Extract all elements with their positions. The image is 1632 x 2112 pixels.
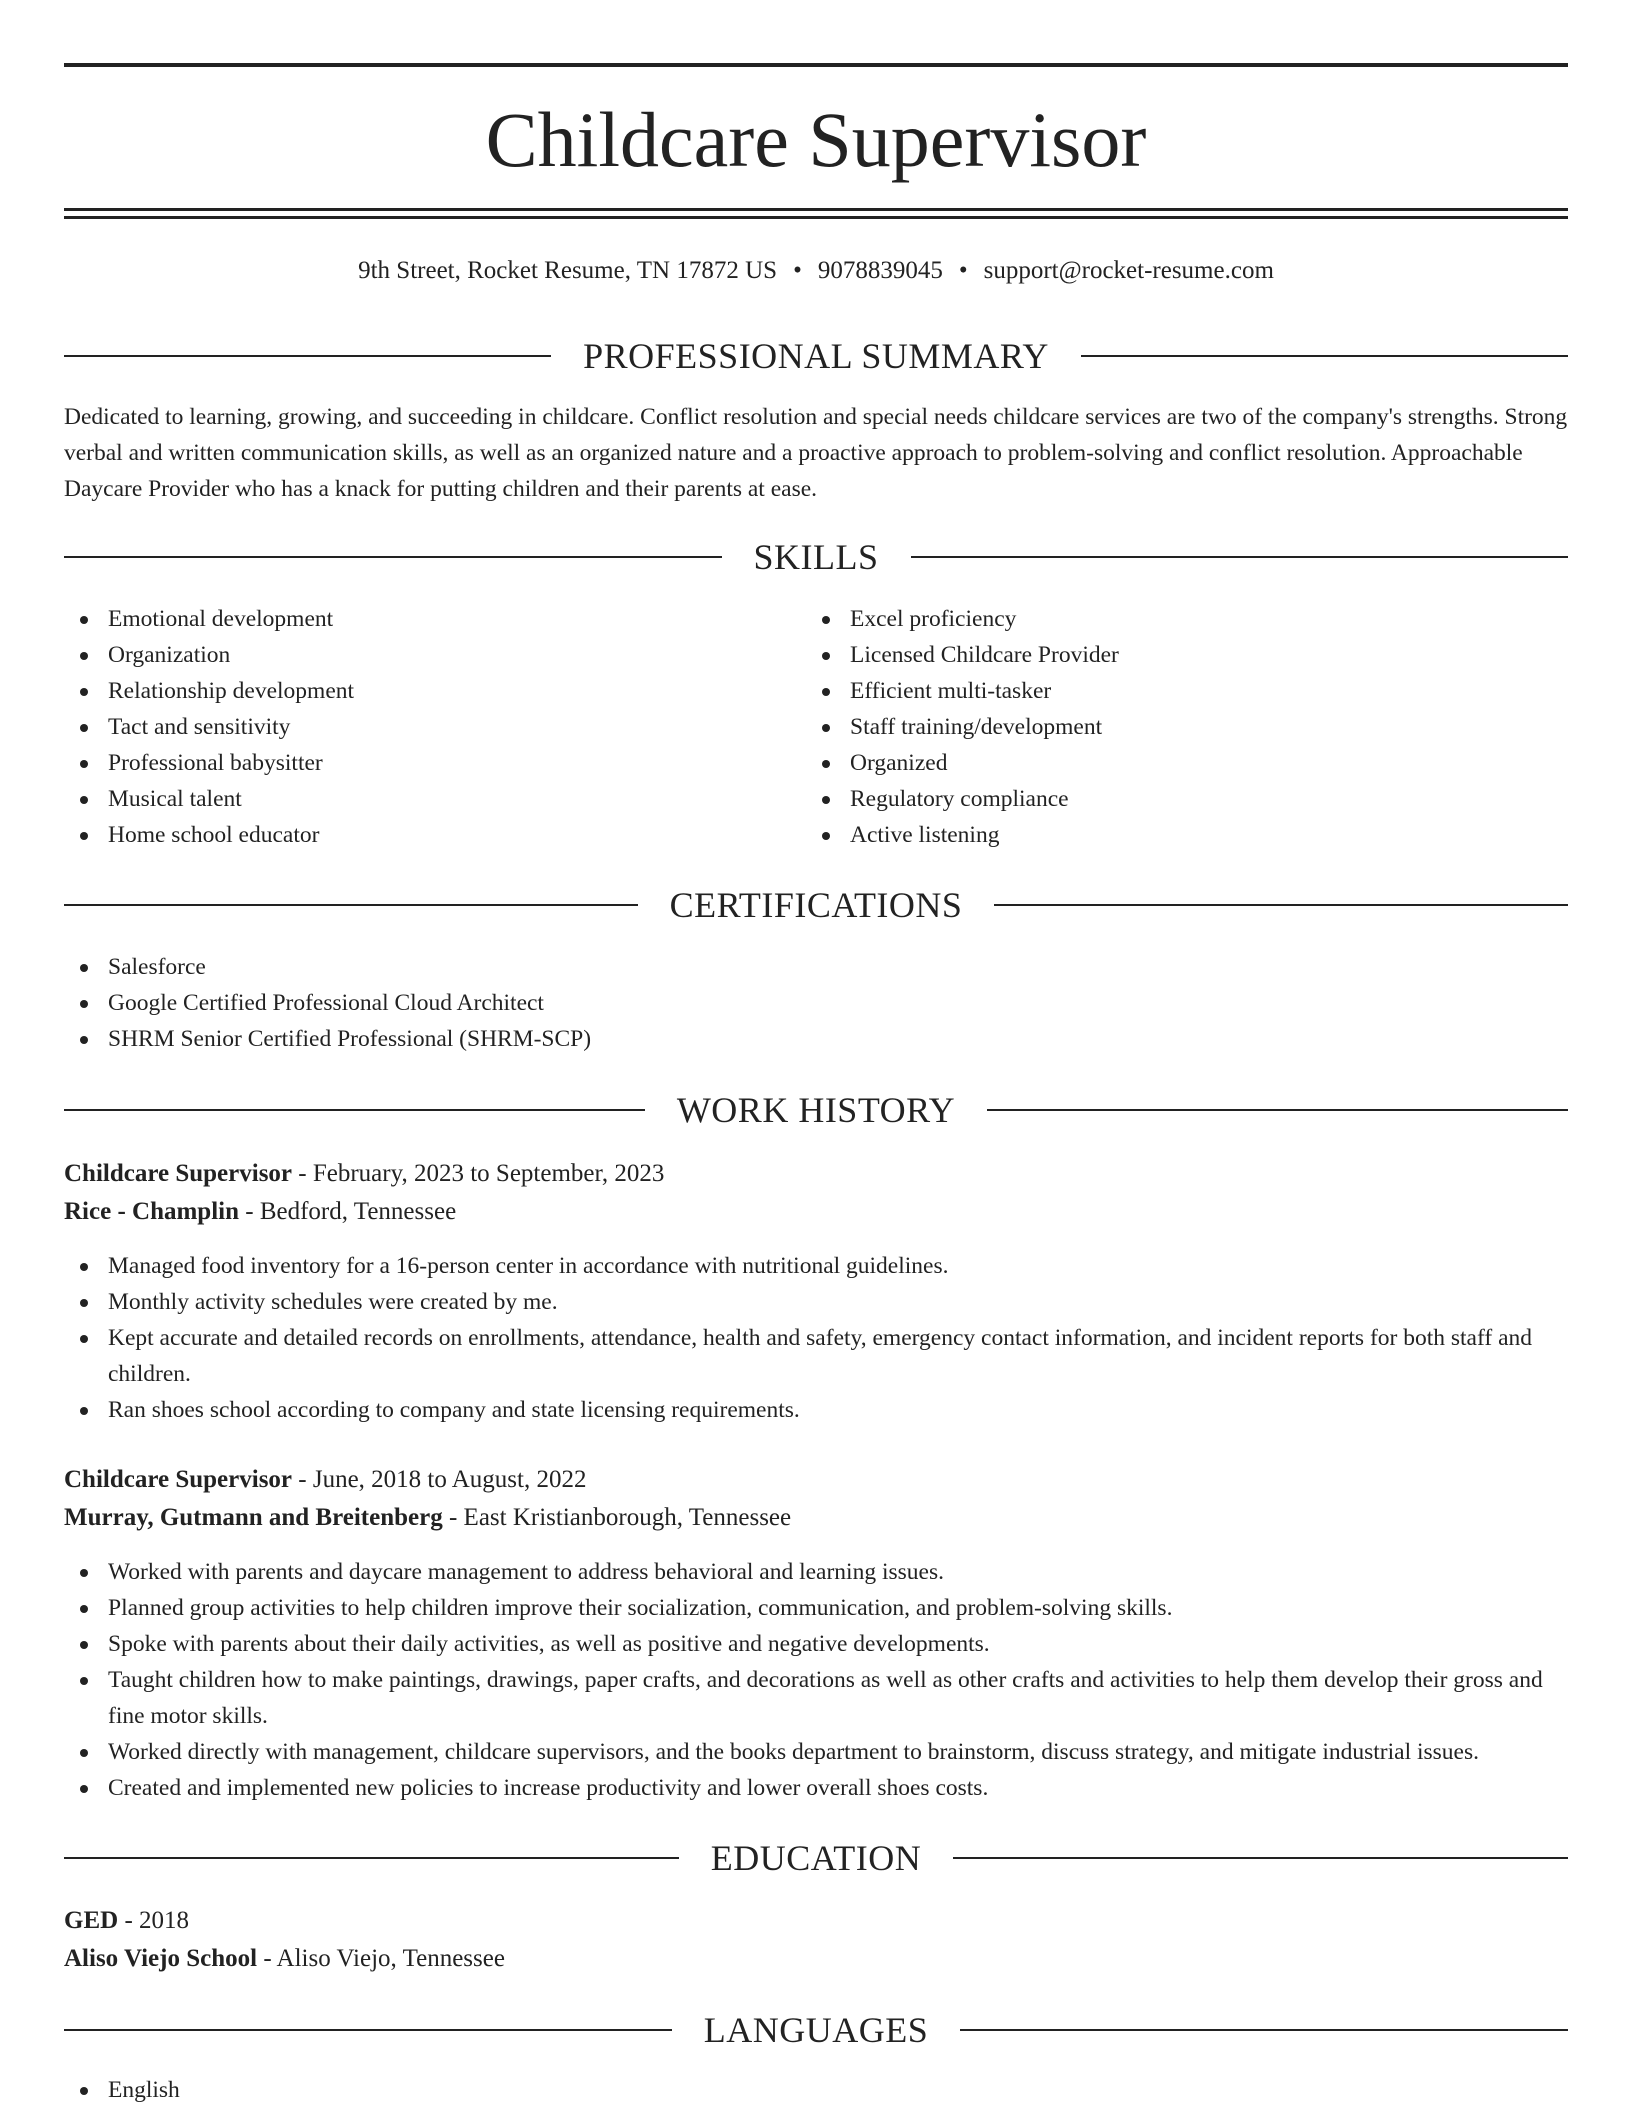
heading-rule-left bbox=[64, 355, 551, 357]
language-item: English bbox=[64, 2072, 1568, 2108]
job-bullet: Worked with parents and daycare management to address behavioral and learning issues. bbox=[64, 1554, 1568, 1590]
summary-text: Dedicated to learning, growing, and succeeding in childcare. Conflict resolution and special needs childcare services are two of the company's strengths. Strong verbal and written communication skills, as well as an organized nature and a proactive approach to problem-solving and conflict resolution. Approachable Daycare Provider who has a knack for putting children and their parents at ease. bbox=[64, 404, 1568, 502]
skill-item: Relationship development bbox=[64, 673, 804, 709]
contact-phone[interactable]: 9078839045 bbox=[817, 257, 943, 284]
skills-list-left bbox=[64, 601, 804, 853]
heading-rule-right bbox=[911, 556, 1569, 558]
heading-rule-left bbox=[64, 904, 638, 906]
skill-item: Efficient multi-tasker bbox=[806, 673, 1546, 709]
job-company-line bbox=[64, 1193, 1568, 1231]
languages-heading bbox=[64, 2008, 1568, 2052]
skill-item: Organization bbox=[64, 637, 804, 673]
education-heading-label: EDUCATION bbox=[710, 1838, 922, 1878]
work-heading bbox=[64, 1088, 1568, 1132]
heading-rule-left bbox=[64, 556, 722, 558]
education-school: Aliso Viejo School bbox=[64, 1945, 258, 1972]
summary-heading-label: PROFESSIONAL SUMMARY bbox=[583, 336, 1049, 376]
job-bullet: Spoke with parents about their daily activities, as well as positive and negative developments. bbox=[64, 1626, 1568, 1662]
heading-rule-right bbox=[953, 1857, 1568, 1859]
education-location: - Aliso Viejo, Tennessee bbox=[257, 1945, 505, 1972]
certifications-heading-label: CERTIFICATIONS bbox=[669, 885, 963, 925]
job-bullets bbox=[64, 1248, 1568, 1428]
header-rule-lower bbox=[64, 216, 1568, 219]
skill-item: Emotional development bbox=[64, 601, 804, 637]
skill-item: Excel proficiency bbox=[806, 601, 1546, 637]
education-school-line bbox=[64, 1940, 1568, 1978]
contact-address: 9th Street, Rocket Resume, TN 17872 US bbox=[358, 257, 778, 284]
certifications-list bbox=[64, 949, 1568, 1057]
skill-item: Professional babysitter bbox=[64, 745, 804, 781]
skill-item: Home school educator bbox=[64, 817, 804, 853]
contact-separator: • bbox=[958, 257, 968, 284]
page-title: Childcare Supervisor bbox=[485, 96, 1147, 183]
job-bullet: Worked directly with management, childcare supervisors, and the books department to brainstorm, discuss strategy, and mitigate industrial issues. bbox=[64, 1734, 1568, 1770]
job-location: - East Kristianborough, Tennessee bbox=[442, 1504, 792, 1531]
header-top-rule bbox=[64, 63, 1568, 67]
job-bullet: Managed food inventory for a 16-person center in accordance with nutritional guidelines. bbox=[64, 1248, 1568, 1284]
job-bullet: Taught children how to make paintings, drawings, paper crafts, and decorations as well as other crafts and activities to help them develop their gross and fine motor skills. bbox=[64, 1662, 1568, 1734]
education-heading bbox=[64, 1836, 1568, 1880]
certifications-heading bbox=[64, 883, 1568, 927]
heading-rule-right bbox=[960, 2029, 1568, 2031]
certification-item: SHRM Senior Certified Professional (SHRM-SCP) bbox=[64, 1021, 1568, 1057]
certification-item: Google Certified Professional Cloud Architect bbox=[64, 985, 1568, 1021]
job-bullet: Created and implemented new policies to increase productivity and lower overall shoes costs. bbox=[64, 1770, 1568, 1806]
skill-item: Staff training/development bbox=[806, 709, 1546, 745]
education-degree-line bbox=[64, 1902, 1568, 1940]
job-title: Childcare Supervisor bbox=[64, 1160, 293, 1187]
job-bullet: Monthly activity schedules were created by me. bbox=[64, 1284, 1568, 1320]
skill-item: Tact and sensitivity bbox=[64, 709, 804, 745]
contact-email[interactable]: support@rocket-resume.com bbox=[983, 257, 1274, 284]
job-company-line bbox=[64, 1499, 1568, 1537]
certification-item: Salesforce bbox=[64, 949, 1568, 985]
languages-list bbox=[64, 2072, 1568, 2108]
skill-item: Organized bbox=[806, 745, 1546, 781]
skills-heading bbox=[64, 535, 1568, 579]
education-year: - 2018 bbox=[118, 1907, 190, 1934]
work-heading-label: WORK HISTORY bbox=[676, 1090, 956, 1130]
education-degree: GED bbox=[64, 1907, 119, 1934]
heading-rule-left bbox=[64, 2029, 672, 2031]
heading-rule-right bbox=[987, 1109, 1568, 1111]
skills-heading-label: SKILLS bbox=[753, 537, 879, 577]
job-bullet: Ran shoes school according to company and state licensing requirements. bbox=[64, 1392, 1568, 1428]
languages-heading-label: LANGUAGES bbox=[703, 2010, 929, 2050]
job-bullet: Kept accurate and detailed records on enrollments, attendance, health and safety, emergency contact information, and incident reports for both staff and children. bbox=[64, 1320, 1568, 1392]
skill-item: Musical talent bbox=[64, 781, 804, 817]
summary-heading bbox=[64, 334, 1568, 378]
contact-line bbox=[64, 253, 1568, 289]
job-title-line bbox=[64, 1461, 1568, 1499]
skill-item: Regulatory compliance bbox=[806, 781, 1546, 817]
job-bullet: Planned group activities to help children improve their socialization, communication, and problem-solving skills. bbox=[64, 1590, 1568, 1626]
skill-item: Licensed Childcare Provider bbox=[806, 637, 1546, 673]
heading-rule-right bbox=[1081, 355, 1568, 357]
contact-separator: • bbox=[793, 257, 802, 284]
skill-item: Active listening bbox=[806, 817, 1546, 853]
job-company: Rice - Champlin bbox=[64, 1198, 239, 1225]
job-dates: - February, 2023 to September, 2023 bbox=[292, 1160, 665, 1187]
job-title-line bbox=[64, 1155, 1568, 1193]
job-title: Childcare Supervisor bbox=[64, 1466, 293, 1493]
heading-rule-left bbox=[64, 1109, 645, 1111]
job-dates: - June, 2018 to August, 2022 bbox=[292, 1466, 587, 1493]
heading-rule-left bbox=[64, 1857, 679, 1859]
job-company: Murray, Gutmann and Breitenberg bbox=[64, 1504, 443, 1531]
job-bullets bbox=[64, 1554, 1568, 1806]
skills-list-right bbox=[806, 601, 1546, 853]
heading-rule-right bbox=[994, 904, 1568, 906]
header-rule-upper bbox=[64, 208, 1568, 211]
job-location: - Bedford, Tennessee bbox=[239, 1198, 457, 1225]
